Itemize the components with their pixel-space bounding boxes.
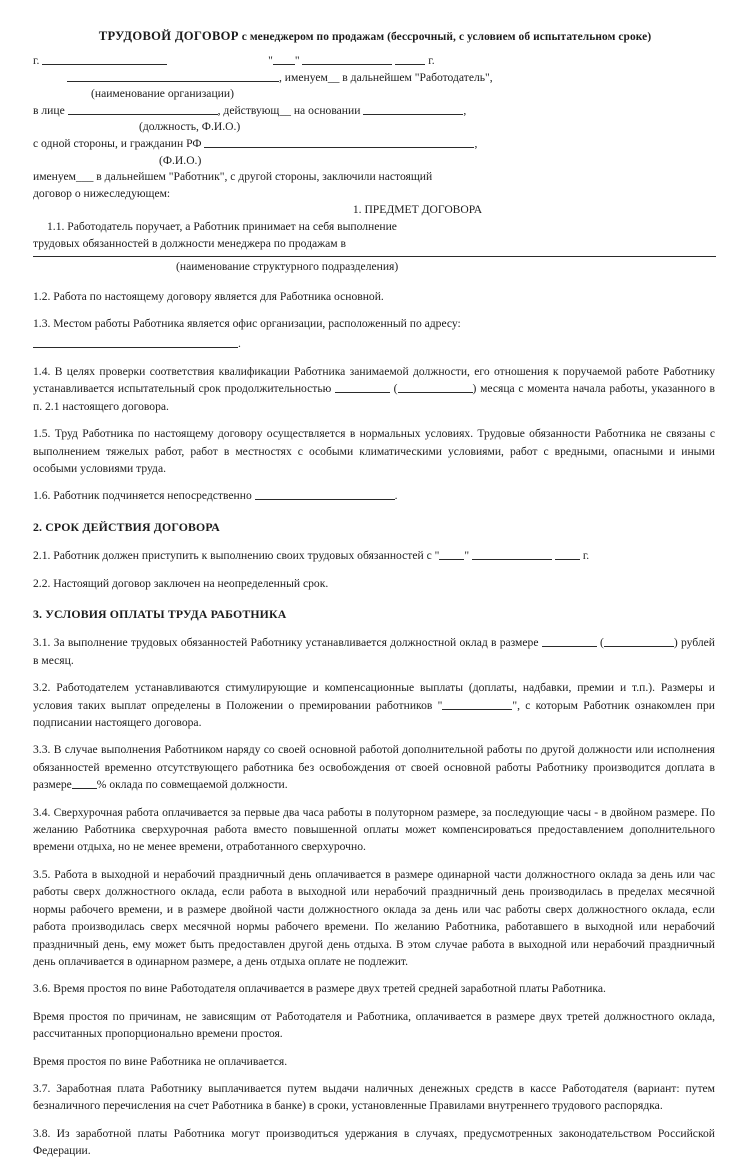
start-day-blank[interactable] bbox=[439, 548, 464, 560]
salary-number-blank[interactable] bbox=[542, 635, 597, 647]
citizen-tail: , bbox=[474, 136, 478, 150]
preamble-representative-row bbox=[33, 103, 716, 120]
start-month-blank[interactable] bbox=[472, 548, 552, 560]
clause-3-2-text-a: 3.2. Работодателем устанавливаются стимулирующие и компенсационные выплаты (доплаты, надбавки, премии и т.п.). Размеры и условия таких выплат определены в Положении о премировании работников " bbox=[33, 681, 715, 712]
preamble-org-row bbox=[33, 70, 716, 87]
position-caption: (должность, Ф.И.О.) bbox=[139, 120, 241, 134]
clause-1-1-line2: трудовых обязанностей в должности менеджера по продажам в bbox=[33, 236, 347, 250]
acting-tail: , bbox=[463, 103, 467, 117]
preamble-city-date-row bbox=[33, 53, 716, 70]
month-blank[interactable] bbox=[302, 53, 392, 65]
representative-blank[interactable] bbox=[68, 103, 218, 115]
clause-1-1-line1: 1.1. Работодатель поручает, а Работник принимает на себя выполнение bbox=[47, 219, 397, 233]
clause-1-3: 1.3. Местом работы Работника является офис организации, расположенный по адресу: bbox=[33, 317, 461, 331]
clause-3-8: 3.8. Из заработной платы Работника могут производиться удержания в случаях, предусмотренных законодательством Российской Федерации. bbox=[33, 1126, 715, 1158]
clause-3-2 bbox=[33, 679, 715, 731]
document-title bbox=[0, 0, 750, 44]
clause-3-2-text-b: ", с которым Работник ознакомлен при подписании настоящего договора. bbox=[33, 698, 715, 730]
start-year-blank[interactable] bbox=[555, 548, 580, 560]
section-1-heading: 1. ПРЕДМЕТ ДОГОВОРА bbox=[352, 203, 483, 217]
day-blank[interactable] bbox=[273, 53, 295, 65]
clause-1-3-blank-row bbox=[33, 335, 715, 352]
organization-caption: (наименование организации) bbox=[91, 87, 234, 101]
clause-3-7: 3.7. Заработная плата Работнику выплачивается путем выдачи наличных денежных средств в кассе Работодателя (вариант: путем безналичного перечисления на счет Работника в банке) в сроки, установленные Правилами внутреннего трудового распорядка. bbox=[33, 1081, 715, 1113]
probation-words-blank[interactable] bbox=[398, 381, 473, 393]
section-2-heading: 2. СРОК ДЕЙСТВИЯ ДОГОВОРА bbox=[33, 519, 220, 534]
acting-middle: , действующ__ на основании bbox=[217, 103, 361, 117]
address-blank[interactable] bbox=[33, 336, 238, 348]
fio-caption: (Ф.И.О.) bbox=[159, 153, 202, 167]
clause-1-4-paren-open: ( bbox=[393, 382, 398, 396]
clause-3-3 bbox=[33, 741, 715, 793]
organization-tail: , именуем__ в дальнейшем "Работодатель", bbox=[279, 70, 493, 84]
clause-3-3-text-b: % оклада по совмещаемой должности. bbox=[96, 778, 288, 792]
probation-number-blank[interactable] bbox=[335, 381, 390, 393]
clause-3-1 bbox=[33, 634, 715, 669]
basis-blank[interactable] bbox=[363, 103, 463, 115]
extra-pay-percent-blank[interactable] bbox=[72, 777, 97, 789]
preamble-citizen-row bbox=[33, 136, 716, 153]
clause-2-1-quote: " bbox=[464, 549, 470, 563]
clause-3-4: 3.4. Сверхурочная работа оплачивается за первые два часа работы в полуторном размере, за последующие часы - в двойном размере. По желанию Работника сверхурочная работа вместо повышенной оплаты может компенсироваться предоставлением дополнительного времени отдыха, но не менее времени, отработанного сверхурочно. bbox=[33, 805, 715, 854]
clause-3-1-text-a: 3.1. За выполнение трудовых обязанностей Работнику устанавливается должностной оклад в размере bbox=[33, 636, 539, 650]
structural-unit-caption: (наименование структурного подразделения) bbox=[176, 260, 399, 274]
preamble-agreement-row: договор о нижеследующем: bbox=[33, 186, 171, 200]
clause-1-2: 1.2. Работа по настоящему договору является для Работника основной. bbox=[33, 289, 384, 303]
bonus-regulation-blank[interactable] bbox=[442, 698, 512, 710]
date-quote-close: " bbox=[294, 54, 300, 67]
clause-3-3-text-a: 3.3. В случае выполнения Работником наряду со своей основной работой дополнительной работы по другой должности или исполнения обязанностей временно отсутствующего работника без освобождения от своей основной работы Работнику производится доплата в размере bbox=[33, 743, 715, 792]
clause-1-4-text-a: 1.4. В целях проверки соответствия квалификации Работника занимаемой должности, его отношения к поручаемой работе Работнику устанавливается испытательный срок продолжительностью bbox=[33, 364, 715, 396]
clause-2-2: 2.2. Настоящий договор заключен на неопределенный срок. bbox=[33, 576, 329, 590]
clause-2-1-suffix: г. bbox=[582, 549, 590, 563]
clause-1-6 bbox=[33, 487, 715, 504]
structural-unit-blank[interactable] bbox=[33, 256, 716, 257]
year-blank[interactable] bbox=[395, 53, 425, 65]
city-blank[interactable] bbox=[42, 53, 167, 65]
document-body bbox=[0, 288, 750, 1160]
salary-words-blank[interactable] bbox=[604, 635, 674, 647]
supervisor-blank[interactable] bbox=[255, 488, 395, 500]
document-title-rest: с менеджером по продажам (бессрочный, с условием об испытательном сроке) bbox=[238, 31, 652, 43]
preamble-block bbox=[0, 44, 750, 276]
clause-2-1-text: 2.1. Работник должен приступить к выполнению своих трудовых обязанностей с " bbox=[33, 549, 440, 563]
clause-1-4-text-c: ) месяца с момента начала работы, указанного в п. 2.1 настоящего договора. bbox=[33, 382, 716, 413]
date-quote-open: " bbox=[268, 54, 273, 67]
clause-1-3-tail: . bbox=[238, 336, 241, 350]
clause-1-6-tail: . bbox=[394, 489, 398, 503]
clause-1-6-text: 1.6. Работник подчиняется непосредственно bbox=[33, 489, 252, 503]
clause-3-1-text-c: ) рублей в месяц. bbox=[33, 636, 715, 667]
city-label: г. bbox=[33, 54, 40, 67]
clause-3-1-paren-open: ( bbox=[599, 636, 604, 650]
clause-3-6-c: Время простоя по вине Работника не оплачивается. bbox=[33, 1054, 288, 1068]
year-suffix: г. bbox=[428, 54, 435, 67]
clause-3-6-b: Время простоя по причинам, не зависящим от Работодателя и Работника, оплачивается в размере двух третей должностного оклада, рассчитанных пропорционально времени простоя. bbox=[33, 1009, 715, 1041]
clause-1-4 bbox=[33, 363, 715, 415]
clause-1-5: 1.5. Труд Работника по настоящему договору осуществляется в нормальных условиях. Трудовые обязанности Работника не связаны с выполнением тяжелых работ, работ в местностях с особыми климатическими условиями, работ с вредными, опасными и иными особыми условиями труда. bbox=[33, 427, 715, 475]
clause-2-1 bbox=[33, 547, 715, 564]
organization-blank[interactable] bbox=[67, 70, 279, 82]
document-title-prefix: ТРУДОВОЙ ДОГОВОР bbox=[98, 29, 239, 43]
preamble-employee-row: именуем___ в дальнейшем "Работник", с другой стороны, заключили настоящий bbox=[33, 170, 433, 184]
citizen-blank[interactable] bbox=[204, 136, 474, 148]
in-person-label: в лице bbox=[33, 103, 65, 117]
section-3-heading: 3. УСЛОВИЯ ОПЛАТЫ ТРУДА РАБОТНИКА bbox=[33, 607, 287, 621]
clause-3-5: 3.5. Работа в выходной и нерабочий праздничный день оплачивается в размере одинарной части должностного оклада за день или час работы сверх должностного оклада, если работа в выходной или нерабочий праздничный день производилась в пределах месячной нормы рабочего времени, и в размере двойной части должностного оклада за день или час работы сверх должностного оклада, если работа производилась сверх месячной нормы рабочего времени. По желанию Работника, работавшего в выходной или нерабочий праздничный день, ему может быть предоставлен другой день отдыха. В этом случае работа в выходной или нерабочий праздничный день оплачивается в одинарном размере, а день отдыха оплате не подлежит. bbox=[33, 867, 715, 968]
clause-3-6: 3.6. Время простоя по вине Работодателя оплачивается в размере двух третей средней заработной платы Работника. bbox=[33, 982, 606, 996]
citizen-label: с одной стороны, и гражданин РФ bbox=[33, 136, 202, 150]
